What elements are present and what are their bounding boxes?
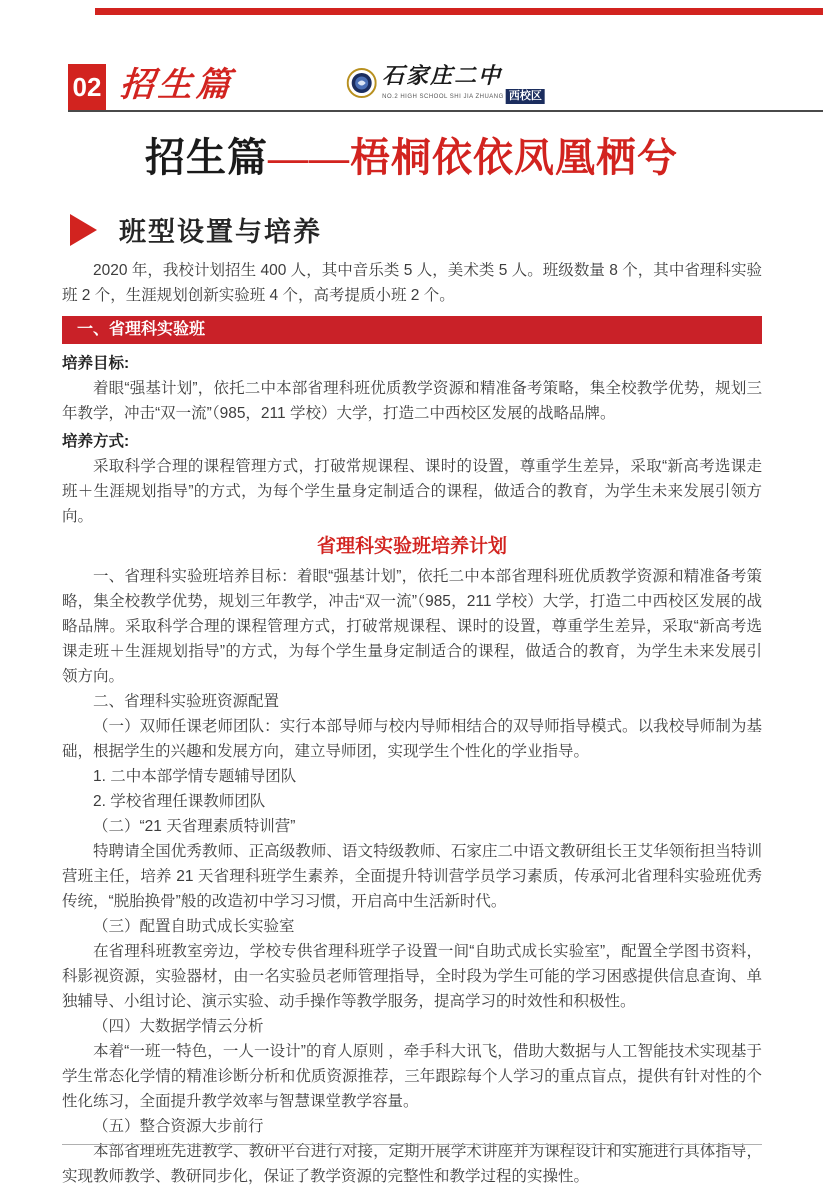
resource-3-paragraph: 在省理科班教室旁边，学校专供省理科班学子设置一间“自助式成长实验室”，配置全学图书资料，科影视资源，实验器材，由一名实验员老师管理指导，全时段为学生可能的学习困惑提供信息查询、单独辅导、小组讨论、演示实验、动手操作等教学服务，提高学习的时效性和积极性。 [62, 943, 762, 1010]
footer-divider [62, 1144, 762, 1145]
plan-heading: 省理科实验班培养计划 [316, 536, 507, 557]
resource-1: （一）双师任课老师团队：实行本部导师与校内导师相结合的双导师指导模式。以我校导师制为基础，根据学生的兴趣和发展方向，建立导师团，实现学生个性化的学业指导。 [62, 718, 762, 760]
resource-5: （五）整合资源大步前行 [93, 1118, 264, 1135]
method-paragraph: 采取科学合理的课程管理方式，打破常规课程、课时的设置，尊重学生差异，采取“新高考选课走班＋生涯规划指导”的方式，为每个学生量身定制适合的课程，做适合的教育，为学生未来发展引领方向。 [62, 458, 762, 525]
article-body [62, 258, 762, 1189]
goal-label: 培养目标: [62, 355, 130, 372]
resource-1-item-1: 1. 二中本部学情专题辅导团队 [93, 768, 297, 785]
resource-4-paragraph: 本着“一班一特色，一人一设计”的育人原则 ，牵手科大讯飞，借助大数据与人工智能技术实现基于学生常态化学情的精准诊断分析和优质资源推荐，三年跟踪每个人学习的重点盲点，提供有针对性的个性化练习，全面提升教学效率与智慧课堂教学容量。 [62, 1043, 762, 1110]
page-title-red: ——梧桐依依凤凰栖兮 [268, 135, 678, 180]
top-red-strip [95, 8, 823, 15]
section-banner: 一、省理科实验班 [62, 316, 762, 344]
school-logo-text [382, 64, 545, 104]
campus-badge: 西校区 [506, 89, 545, 104]
school-name-english: NO.2 HIGH SCHOOL SHI JIA ZHUANG [382, 93, 504, 100]
red-triangle-icon [70, 214, 97, 246]
resource-3: （三）配置自助式成长实验室 [93, 918, 295, 935]
chapter-number: 02 [72, 71, 102, 102]
goal-paragraph: 着眼“强基计划”，依托二中本部省理科班优质教学资源和精准备考策略，集全校教学优势，规划三年教学，冲击“双一流”（985，211 学校）大学，打造二中西校区发展的战略品牌。 [62, 380, 762, 422]
school-logo-subrow [382, 89, 545, 104]
resource-4: （四）大数据学情云分析 [93, 1018, 264, 1035]
plan-paragraph-1: 一、省理科实验班培养目标：着眼“强基计划”，依托二中本部省理科班优质教学资源和精准备考策略，集全校教学优势，规划三年教学，冲击“双一流”（985，211 学校）大学，打造二中西校区发展的战略品牌。采取科学合理的课程管理方式，打破常规课程、课时的设置，尊重学生差异，采取“新高考选课走班＋生涯规划指导”的方式，为每个学生量身定制适合的课程，做适合的教育，为学生未来发展引领方向。 [62, 568, 762, 685]
method-label: 培养方式: [62, 433, 130, 450]
school-emblem-icon [346, 68, 376, 98]
intro-paragraph: 2020 年，我校计划招生 400 人，其中音乐类 5 人，美术类 5 人。班级数量 8 个，其中省理科实验班 2 个，生涯规划创新实验班 4 个，高考提质小班 2 个。 [62, 262, 762, 304]
resource-5-paragraph: 本部省理班先进教学、教研平台进行对接，定期开展学术讲座并为课程设计和实施进行具体指导，实现教师教学、教研同步化，保证了教学资源的完整性和教学过程的实操性。 [62, 1143, 762, 1185]
page-title-black: 招生篇 [145, 135, 268, 180]
resource-2: （二）“21 天省理素质特训营” [93, 818, 296, 835]
school-name: 石家庄二中 [382, 63, 503, 88]
section-heading-label: 班型设置与培养 [119, 217, 322, 247]
header-divider [68, 110, 823, 112]
page-title [0, 132, 823, 184]
chapter-number-badge [68, 64, 106, 110]
resource-2-paragraph: 特聘请全国优秀教师、正高级教师、语文特级教师、石家庄二中语文教研组长王艾华领衔担当特训营班主任，培养 21 天省理科班学生素养，全面提升特训营学员学习素质，传承河北省理科实验班优秀传统，“脱胎换骨”般的改造初中学习习惯，开启高中生活新时代。 [62, 843, 762, 910]
school-logo [346, 64, 545, 104]
chapter-title-calligraphy: 招生篇 [118, 67, 236, 104]
page-header [68, 62, 823, 110]
section-heading [70, 210, 322, 249]
plan-paragraph-2: 二、省理科实验班资源配置 [93, 693, 280, 710]
resource-1-item-2: 2. 学校省理任课教师团队 [93, 793, 266, 810]
